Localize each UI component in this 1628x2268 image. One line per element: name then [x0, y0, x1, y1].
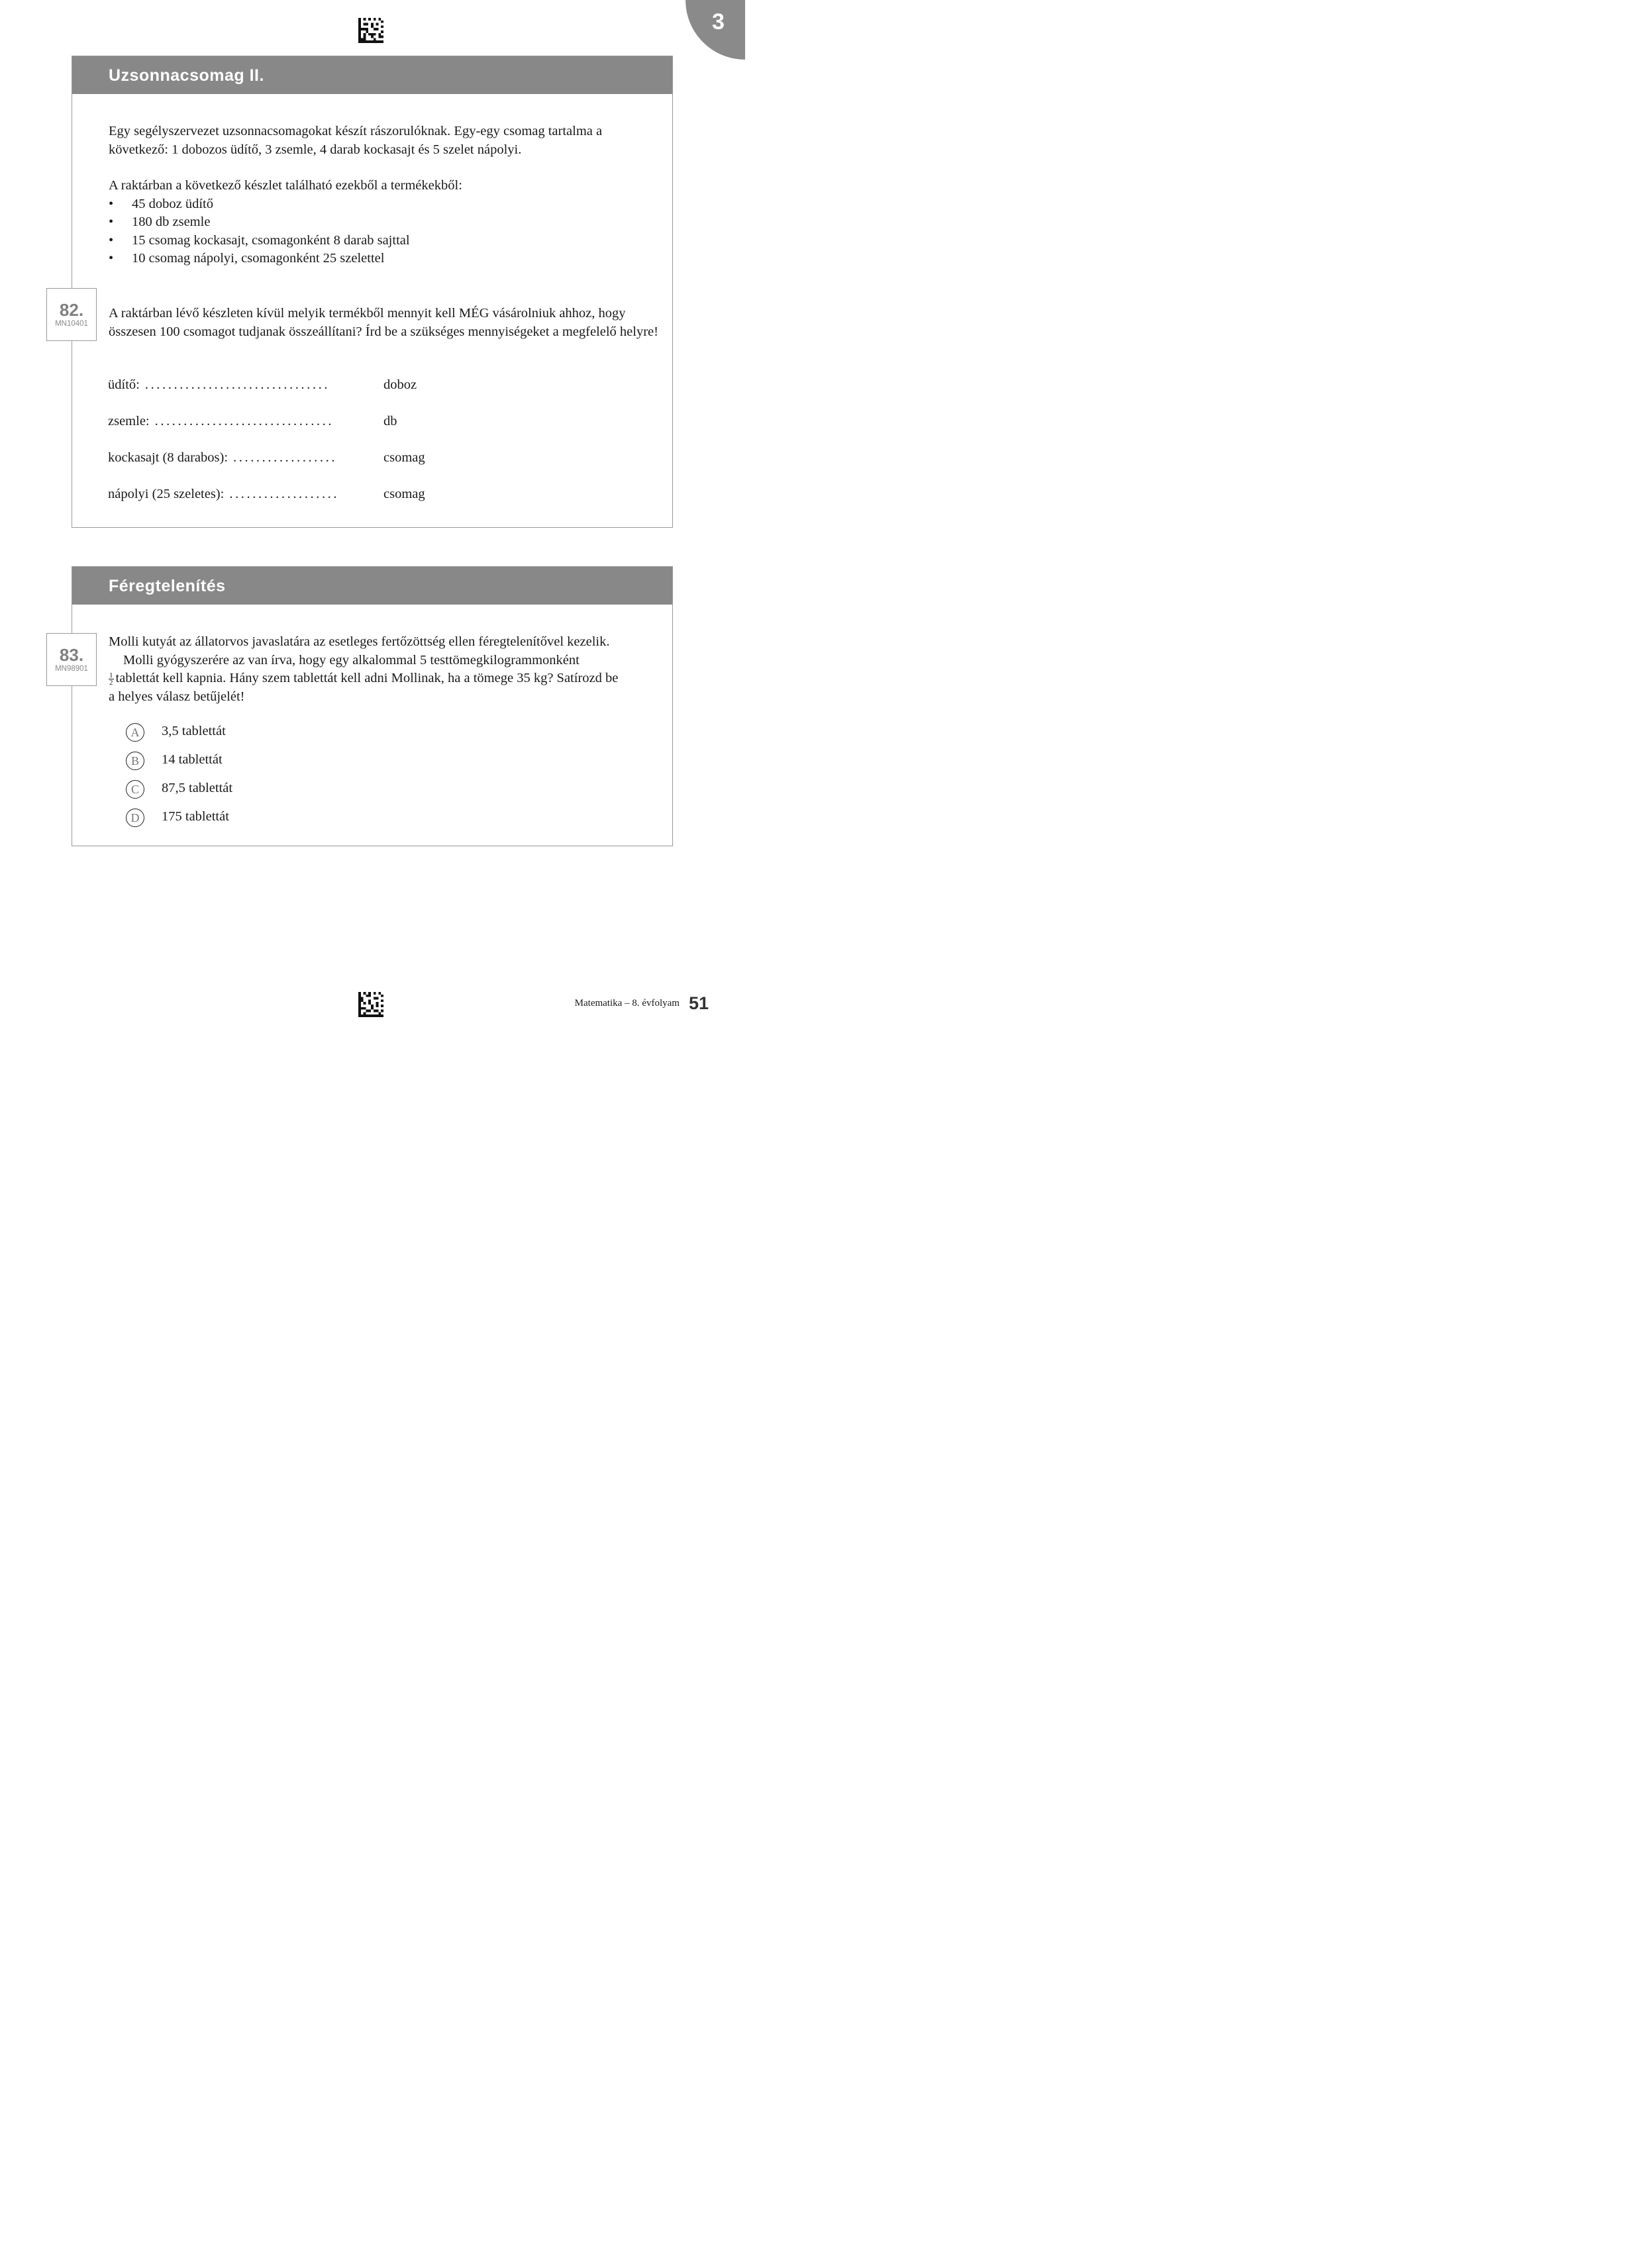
- option-circle[interactable]: B: [126, 752, 144, 770]
- answer-label: zsemle:: [108, 414, 150, 428]
- page-number: 51: [688, 993, 709, 1013]
- answer-unit: doboz: [383, 377, 417, 392]
- question-number: 82.: [59, 300, 84, 320]
- answer-blank[interactable]: ...............................: [154, 414, 334, 428]
- option-circle[interactable]: C: [126, 780, 144, 799]
- task-box-feregtelenites: [72, 566, 673, 846]
- section-tab: [686, 0, 745, 60]
- option-circle[interactable]: D: [126, 809, 144, 827]
- answer-row-udito: [108, 377, 417, 393]
- option-text: 87,5 tablettát: [162, 781, 233, 795]
- fraction-half: $\frac{1}{2}$: [109, 671, 113, 687]
- answer-label: kockasajt (8 darabos):: [108, 450, 229, 465]
- footer-subject: Matematika – 8. évfolyam: [574, 998, 680, 1009]
- question-line-3-text: tablettát kell kapnia. Hány szem tablettát kell adni Mollinak, ha a tömege 35 kg? Satírozd be: [115, 671, 619, 685]
- task-title: Féregtelenítés: [72, 567, 672, 605]
- option-b[interactable]: [126, 752, 258, 773]
- question-line-1: Molli kutyát az állatorvos javaslatára az esetleges fertőzöttség ellen féregtelenítővel kezelik.: [109, 634, 610, 649]
- qr-code-top: [358, 18, 383, 43]
- answer-blank[interactable]: ................................: [144, 377, 331, 392]
- answer-row-zsemle: [108, 414, 397, 429]
- stock-section: [109, 177, 659, 268]
- question-code: MN10401: [55, 320, 88, 328]
- stock-intro: A raktárban a következő készlet található ezekből a termékekből:: [109, 178, 462, 193]
- option-c[interactable]: [126, 780, 258, 801]
- qr-code-bottom: [358, 992, 383, 1017]
- answer-label: üdítő:: [108, 377, 140, 392]
- answer-blank[interactable]: ..................: [233, 450, 338, 465]
- stock-item: • 180 db zsemle: [109, 213, 659, 232]
- question-number-box-83: [46, 633, 97, 686]
- question-number-box-82: [46, 288, 97, 341]
- option-text: 14 tablettát: [162, 752, 223, 767]
- option-circle[interactable]: A: [126, 723, 144, 742]
- option-text: 175 tablettát: [162, 809, 229, 824]
- intro-text: Egy segélyszervezet uzsonnacsomagokat készít rászorulóknak. Egy-egy csomag tartalma a következő: 1 dobozos üdítő, 3 zsemle, 4 darab kockasajt és 5 szelet nápolyi.: [109, 124, 603, 157]
- question-82: [109, 305, 659, 341]
- option-text: 3,5 tablettát: [162, 724, 226, 738]
- answer-label: nápolyi (25 szeletes):: [108, 487, 225, 501]
- answer-unit: csomag: [383, 450, 425, 465]
- question-line-4: a helyes válasz betűjelét!: [109, 689, 245, 704]
- stock-list: [109, 195, 659, 268]
- answer-unit: csomag: [383, 487, 425, 501]
- question-number: 83.: [59, 645, 84, 665]
- stock-item: • 15 csomag kockasajt, csomagonként 8 darab sajttal: [109, 232, 659, 250]
- answer-row-kockasajt: [108, 450, 425, 466]
- task-intro: [109, 123, 659, 159]
- question-text: A raktárban lévő készleten kívül melyik termékből mennyit kell MÉG vásárolniuk ahhoz, hogy összesen 100 csomagot tudjanak összeállítani? Írd be a szükséges mennyiségeket a megfelelő helyre!: [109, 306, 658, 339]
- question-line-2: Molli gyógyszerére az van írva, hogy egy alkalommal 5 testtömegkilogrammonként: [123, 652, 580, 667]
- answer-row-napolyi: [108, 487, 425, 502]
- section-number: 3: [712, 9, 725, 34]
- answer-blank[interactable]: ...................: [229, 487, 340, 501]
- task-title: Uzsonnacsomag II.: [72, 56, 672, 94]
- stock-item: • 45 doboz üdítő: [109, 195, 659, 214]
- question-line-3: [109, 669, 671, 688]
- question-code: MN98901: [55, 665, 88, 673]
- option-a[interactable]: [126, 723, 258, 744]
- option-d[interactable]: [126, 809, 258, 830]
- page-footer: [575, 993, 709, 1014]
- answer-unit: db: [383, 414, 397, 428]
- stock-item: • 10 csomag nápolyi, csomagonként 25 szelettel: [109, 250, 659, 268]
- question-83: [109, 633, 671, 706]
